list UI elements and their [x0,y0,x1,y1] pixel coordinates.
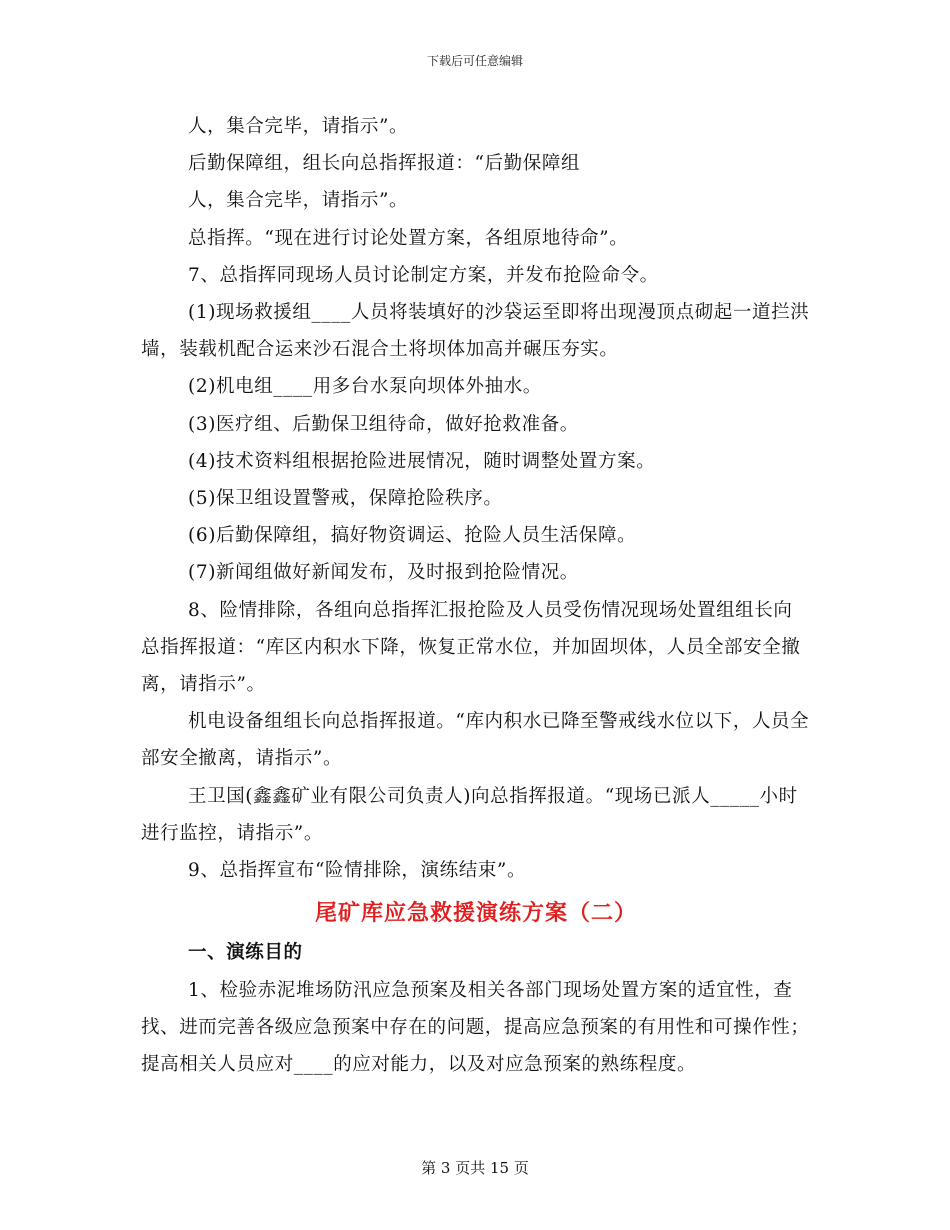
document-body [141,108,811,1083]
paragraph: 机电设备组组长向总指挥报道。“库内积水已降至警戒线水位以下，人员全部安全撤离，请指示”。 [141,711,810,770]
paragraph: 人，集合完毕，请指示”。 [188,190,409,212]
paragraph: (3)医疗组、后勤保卫组待命，做好抢救准备。 [188,413,579,435]
paragraph: 人，集合完毕，请指示”。 [188,116,409,137]
paragraph: 1、检验赤泥堆场防汛应急预案及相关各部门现场处置方案的适宜性，查找、进而完善各级应急预案中存在的问题，提高应急预案的有用性和可操作性；提高相关人员应对____的应对能力，以及对应急预案的熟练程度。 [141,979,810,1076]
paragraph: (1)现场救援组____人员将装填好的沙袋运至即将出现漫顶点砌起一道拦洪墙，装载机配合运来沙石混合土将坝体加高并碾压夯实。 [141,302,810,361]
paragraph: (7)新闻组做好新闻发布，及时报到抢险情况。 [188,562,579,584]
paragraph: (6)后勤保障组，搞好物资调运、抢险人员生活保障。 [188,525,637,547]
page-header: 下载后可任意编辑 [426,54,523,68]
page-number: 第 3 页共 15 页 [421,1159,529,1177]
paragraph: (4)技术资料组根据抢险进展情况，随时调整处置方案。 [188,450,656,472]
paragraph: 8、险情排除，各组向总指挥汇报抢险及人员受伤情况现场处置组组长向总指挥报道：“库区内积水下降，恢复正常水位，并加固坝体，人员全部安全撤离，请指示”。 [141,599,801,696]
paragraph: 王卫国(鑫鑫矿业有限公司负责人)向总指挥报道。“现场已派人_____小时进行监控，请指示”。 [141,785,798,844]
paragraph: (5)保卫组设置警戒，保障抢险秩序。 [188,488,503,510]
section-heading: 一、演练目的 [188,942,303,964]
section-title: 尾矿库应急救援演练方案（二） [314,900,637,927]
paragraph: 7、总指挥同现场人员讨论制定方案，并发布抢险命令。 [188,264,659,286]
paragraph: (2)机电组____用多台水泵向坝体外抽水。 [188,376,542,398]
paragraph: 后勤保障组，组长向总指挥报道：“后勤保障组 [188,153,581,175]
paragraph: 总指挥。“现在进行讨论处置方案，各组原地待命”。 [188,227,629,249]
paragraph: 9、总指挥宣布“险情排除，演练结束”。 [188,860,527,882]
